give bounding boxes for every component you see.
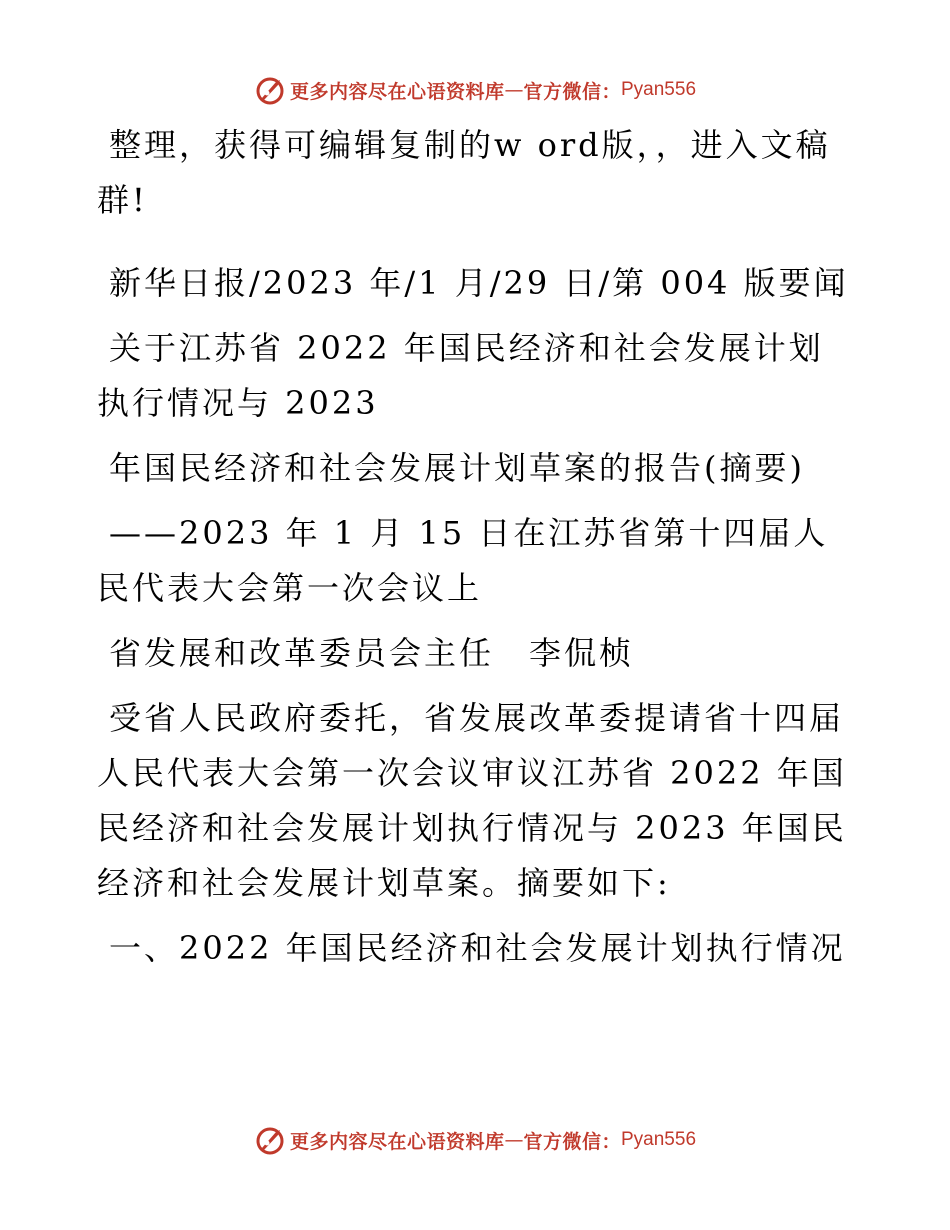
paragraph-section-heading: 一、2022 年国民经济和社会发展计划执行情况 — [109, 929, 846, 967]
paragraph-subtitle: ——2023 年 1 月 15 日在江苏省第十四届人民代表大会第一次会议上 — [97, 514, 829, 607]
banner-wechat-label: 官方微信： — [523, 1130, 621, 1153]
quill-seal-icon — [254, 74, 286, 106]
banner-dash: — — [504, 1129, 524, 1151]
quill-seal-icon — [254, 1124, 286, 1156]
document-body — [97, 118, 857, 986]
banner-wechat-id: Pyan556 — [621, 79, 697, 100]
banner-wechat-id: Pyan556 — [621, 1129, 697, 1150]
paragraph-title-1: 关于江苏省 2022 年国民经济和社会发展计划执行情况与 2023 — [97, 329, 824, 422]
banner-wechat-label: 官方微信： — [523, 80, 621, 103]
banner-text: 更多内容尽在心语资料库 — [289, 1130, 505, 1153]
banner-text: 更多内容尽在心语资料库 — [289, 80, 505, 103]
paragraph-body: 受省人民政府委托，省发展改革委提请省十四届人民代表大会第一次会议审议江苏省 2022 年国民经济和社会发展计划执行情况与 2023 年国民经济和社会发展计划草案。摘要如下: — [97, 699, 847, 902]
paragraph-title-2: 年国民经济和社会发展计划草案的报告(摘要) — [109, 449, 805, 487]
paragraph-source: 新华日报/2023 年/1 月/29 日/第 004 版要闻 — [109, 264, 849, 302]
banner-dash: — — [504, 79, 524, 101]
footer-banner — [0, 1120, 950, 1160]
paragraph-author: 省发展和改革委员会主任 李侃桢 — [109, 634, 635, 672]
paragraph-intro: 整理，获得可编辑复制的w ord版，，进入文稿群! — [97, 126, 831, 219]
header-banner — [0, 70, 950, 110]
